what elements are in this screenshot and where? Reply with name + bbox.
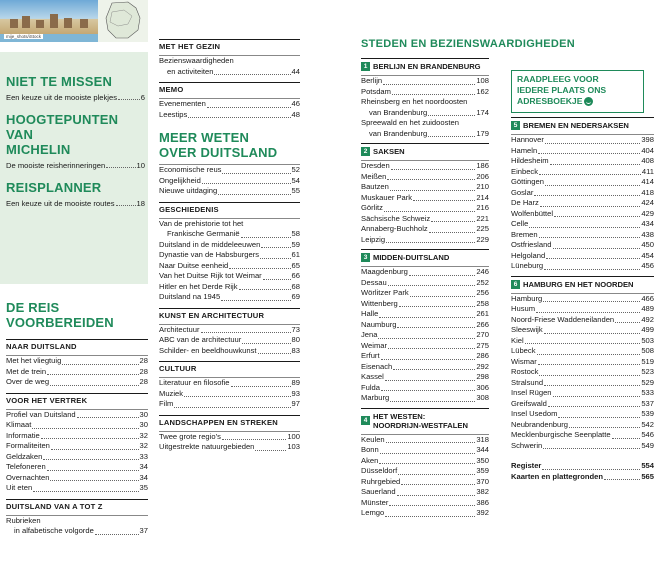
toc-entry[interactable]: Insel Usedom 539	[511, 409, 654, 418]
highlights-panel	[0, 52, 148, 284]
region-number-badge: 5	[511, 121, 520, 130]
de-reis-title-1: DE REIS	[6, 300, 60, 315]
landschappen-header: LANDSCHAPPEN EN STREKEN	[159, 415, 300, 429]
toc-entry[interactable]: Literatuur en filosofie 89	[159, 378, 300, 387]
toc-entry[interactable]: Einbeck 411	[511, 166, 654, 176]
toc-entry[interactable]: Insel Rügen 533	[511, 388, 654, 397]
toc-entry[interactable]: Wittenberg 258	[361, 298, 489, 308]
toc-entry[interactable]: Greifswald 537	[511, 398, 654, 408]
toc-entry[interactable]: Maagdenburg 246	[361, 267, 489, 276]
toc-entry[interactable]: Leipzig 229	[361, 234, 489, 244]
toc-entry[interactable]: Fulda 306	[361, 382, 489, 392]
column-4	[511, 0, 654, 482]
geschiedenis-list	[159, 240, 300, 303]
toc-entry[interactable]: Architectuur 73	[159, 324, 300, 334]
toc-entry[interactable]: van Brandenburg 179	[369, 128, 489, 138]
geschiedenis-line-1: Van de prehistorie tot het	[159, 218, 244, 228]
toc-entry[interactable]: Naar Duitse eenheid 65	[159, 260, 300, 270]
hoogtepunten-title-2: MICHELIN	[6, 142, 71, 157]
toc-entry[interactable]: Bremen 438	[511, 229, 654, 239]
register-entry[interactable]: Register 554	[511, 461, 654, 470]
toc-entry[interactable]: Göttingen 414	[511, 177, 654, 186]
meer-weten-title-2: OVER DUITSLAND	[159, 145, 278, 160]
region-header: 2 SAKSEN	[361, 143, 489, 158]
voor-vertrek-list	[6, 410, 148, 494]
toc-entry[interactable]: Berlijn 108	[361, 76, 489, 85]
toc-entry[interactable]: Duitsland in de middeleeuwen 59	[159, 239, 300, 249]
toc-entry[interactable]: Hamburg 466	[511, 293, 654, 303]
toc-entry[interactable]: Over de weg 28	[6, 377, 148, 386]
hoogtepunten-entry[interactable]: De mooiste reisherinneringen 10	[6, 161, 145, 170]
kunst-header: KUNST EN ARCHITECTUUR	[159, 308, 300, 322]
toc-entry[interactable]: Kiel 503	[511, 335, 654, 345]
reisplanner-entry[interactable]: Een keuze uit de mooiste routes 18	[6, 199, 145, 208]
region-number-badge: 4	[361, 416, 370, 425]
toc-entry[interactable]: Meißen 206	[361, 171, 489, 181]
toc-entry[interactable]: Duitsland na 1945 69	[159, 292, 300, 301]
toc-entry[interactable]: De Harz 424	[511, 198, 654, 207]
toc-entry[interactable]: Sleeswijk 499	[511, 325, 654, 334]
region-header: 4 HET WESTEN: NOORDRIJN-WESTFALEN	[361, 408, 489, 432]
town-photo	[0, 0, 98, 34]
a-tot-z-line-1: Rubrieken	[6, 515, 41, 525]
toc-entry[interactable]: Muziek 93	[159, 388, 300, 398]
gezin-line-1: Bezienswaardigheden	[159, 56, 234, 65]
toc-entry[interactable]: Düsseldorf 359	[361, 466, 489, 475]
toc-entry[interactable]: Dynastie van de Habsburgers 61	[159, 250, 300, 259]
regions-1-4	[361, 58, 489, 519]
column-1	[0, 0, 148, 537]
toc-entry[interactable]: Rheinsberg en het noordoosten	[361, 97, 468, 106]
toc-entry[interactable]: Wismar 519	[511, 356, 654, 366]
toc-entry[interactable]: Wolfenbüttel 429	[511, 208, 654, 218]
geschiedenis-header: GESCHIEDENIS	[159, 202, 300, 216]
toc-entry[interactable]: Wörlitzer Park 256	[361, 288, 489, 297]
toc-entry[interactable]: Uit eten 35	[6, 483, 148, 492]
regions-5-6	[511, 117, 654, 451]
raadpleeg-box: RAADPLEEG VOOR IEDERE PLAATS ONS ADRESBOEKJE	[511, 70, 644, 113]
toc-entry[interactable]: Görlitz 216	[361, 203, 489, 212]
region-number-badge: 6	[511, 280, 520, 289]
toc-entry[interactable]: Münster 386	[361, 497, 489, 507]
toc-entry[interactable]: Lemgo 392	[361, 508, 489, 517]
toc-entry[interactable]: ABC van de architectuur 80	[159, 335, 300, 344]
toc-entry[interactable]: Telefoneren 34	[6, 462, 148, 471]
toc-entry[interactable]: Weimar 275	[361, 340, 489, 350]
column-2	[159, 36, 300, 453]
region-header: 1 BERLIJN EN BRANDENBURG	[361, 58, 489, 73]
toc-entry[interactable]: Goslar 418	[511, 187, 654, 197]
toc-entry[interactable]: Halle 261	[361, 309, 489, 318]
toc-entry[interactable]: Ongelijkheid 54	[159, 175, 300, 185]
memo-header: MEMO	[159, 82, 300, 96]
a-tot-z-header: DUITSLAND VAN A TOT Z	[6, 499, 148, 513]
toc-entry[interactable]: Formaliteiten 32	[6, 441, 148, 450]
landschappen-list	[159, 432, 300, 453]
toc-entry[interactable]: Bautzen 210	[361, 182, 489, 191]
toc-entry[interactable]: Dresden 186	[361, 161, 489, 170]
hoogtepunten-title-1: HOOGTEPUNTEN VAN	[6, 112, 119, 142]
region-header: 5 BREMEN EN NEDERSAKSEN	[511, 117, 654, 132]
geschiedenis-entry-frankisch[interactable]: Frankische Germanië 58	[167, 229, 300, 238]
toc-entry[interactable]: Erfurt 286	[361, 351, 489, 360]
toc-entry[interactable]: Film 97	[159, 399, 300, 408]
photo-credit: mije_shots/iStock	[6, 34, 42, 39]
header-images	[0, 0, 148, 42]
toc-entry[interactable]: Hameln 404	[511, 145, 654, 155]
toc-entry[interactable]: Spreewald en het zuidoosten	[361, 118, 459, 127]
toc-entry[interactable]: Hitler en het Derde Rijk 68	[159, 281, 300, 291]
toc-entry[interactable]: Evenementen 46	[159, 99, 300, 108]
toc-entry[interactable]: Sauerland 382	[361, 487, 489, 496]
toc-entry[interactable]: Klimaat 30	[6, 420, 148, 429]
toc-entry[interactable]: Keulen 318	[361, 434, 489, 444]
toc-entry[interactable]: Lübeck 508	[511, 346, 654, 355]
toc-entry[interactable]: Husum 489	[511, 304, 654, 313]
meer-weten-title-1: MEER WETEN	[159, 130, 250, 145]
toc-entry[interactable]: Noord-Friese Waddeneilanden 492	[511, 314, 654, 324]
cultuur-list	[159, 378, 300, 410]
toc-entry[interactable]: Ruhrgebied 370	[361, 476, 489, 486]
toc-entry[interactable]: Muskauer Park 214	[361, 192, 489, 202]
toc-entry[interactable]: van Brandenburg 174	[369, 107, 489, 117]
toc-entry[interactable]: Jena 270	[361, 330, 489, 339]
toc-entry[interactable]: Uitgestrekte natuurgebieden 103	[159, 442, 300, 451]
region-header: 3 MIDDEN-DUITSLAND	[361, 249, 489, 264]
toc-entry[interactable]: Celle 434	[511, 219, 654, 228]
toc-entry[interactable]: Economische reus 52	[159, 165, 300, 174]
toc-entry[interactable]: Helgoland 454	[511, 250, 654, 260]
cultuur-header: CULTUUR	[159, 361, 300, 375]
kaarten-entry[interactable]: Kaarten en plattegronden 565	[511, 471, 654, 481]
gezin-header: MET HET GEZIN	[159, 39, 300, 53]
toc-entry[interactable]: Schwerin 549	[511, 440, 654, 450]
toc-entry[interactable]: Ostfriesland 450	[511, 240, 654, 249]
germany-map-icon	[98, 0, 148, 42]
toc-entry[interactable]: Dessau 252	[361, 277, 489, 287]
kunst-list	[159, 325, 300, 357]
de-reis-title-2: VOORBEREIDEN	[6, 315, 114, 330]
region-number-badge: 2	[361, 147, 370, 156]
toc-entry[interactable]: Lüneburg 456	[511, 261, 654, 270]
toc-entry[interactable]: Hildesheim 408	[511, 156, 654, 165]
voor-vertrek-header: VOOR HET VERTREK	[6, 393, 148, 407]
smiley-icon	[584, 97, 593, 106]
gezin-entry[interactable]: en activiteiten 44	[167, 66, 300, 76]
toc-entry[interactable]: Annaberg-Buchholz 225	[361, 224, 489, 233]
toc-entry[interactable]: Twee grote regio’s 100	[159, 431, 300, 441]
region-number-badge: 3	[361, 253, 370, 262]
toc-entry[interactable]: Nieuwe uitdaging 55	[159, 186, 300, 195]
toc-entry[interactable]: Mecklenburgische Seenplatte 546	[511, 430, 654, 439]
toc-entry[interactable]: Geldzaken 33	[6, 451, 148, 461]
toc-entry[interactable]: Naumburg 266	[361, 319, 489, 329]
toc-entry[interactable]: Overnachten 34	[6, 472, 148, 482]
toc-entry[interactable]: Van het Duitse Rijk tot Weimar 66	[159, 271, 300, 280]
toc-entry[interactable]: Potsdam 162	[361, 86, 489, 96]
toc-entry[interactable]: Profiel van Duitsland 30	[6, 409, 148, 419]
meer-weten-list	[159, 165, 300, 197]
a-tot-z-entry[interactable]: in alfabetische volgorde 37	[14, 526, 148, 535]
naar-duitsland-header: NAAR DUITSLAND	[6, 339, 148, 353]
toc-entry[interactable]: Aken 350	[361, 455, 489, 465]
toc-entry[interactable]: Rostock 523	[511, 367, 654, 376]
toc-entry[interactable]: Eisenach 292	[361, 361, 489, 371]
toc-entry[interactable]: Met het vliegtuig 28	[6, 356, 148, 365]
toc-entry[interactable]: Kassel 298	[361, 372, 489, 381]
toc-entry[interactable]: Leestips 48	[159, 109, 300, 119]
steden-title: STEDEN EN BEZIENSWAARDIGHEDEN	[361, 38, 576, 50]
toc-entry[interactable]: Met de trein 28	[6, 366, 148, 376]
niet-te-missen-entry[interactable]: Een keuze uit de mooiste plekjes 6	[6, 93, 145, 102]
toc-entry[interactable]: Schilder- en beeldhouwkunst 83	[159, 345, 300, 355]
reisplanner-title: REISPLANNER	[6, 180, 102, 195]
naar-duitsland-list	[6, 356, 148, 388]
region-number-badge: 1	[361, 62, 370, 71]
toc-entry[interactable]: Marburg 308	[361, 393, 489, 402]
toc-entry[interactable]: Bonn 344	[361, 445, 489, 454]
memo-list	[159, 99, 300, 120]
toc-entry[interactable]: Stralsund 529	[511, 377, 654, 387]
toc-entry[interactable]: Hannover 398	[511, 135, 654, 144]
toc-entry[interactable]: Sächsische Schweiz 221	[361, 213, 489, 223]
toc-entry[interactable]: Informatie 32	[6, 430, 148, 440]
niet-te-missen-title: NIET TE MISSEN	[6, 74, 113, 89]
toc-entry[interactable]: Neubrandenburg 542	[511, 419, 654, 429]
region-header: 6 HAMBURG EN HET NOORDEN	[511, 276, 654, 291]
